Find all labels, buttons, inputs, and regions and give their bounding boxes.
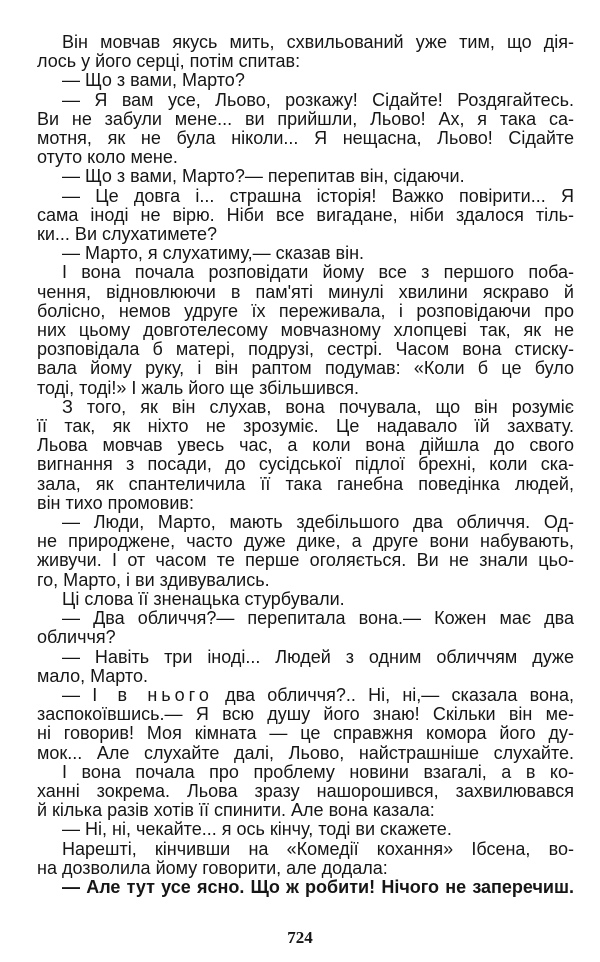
line-prefix: — <box>62 684 93 705</box>
text-line: тоді, тоді!» І жаль його ще збільшився. <box>37 377 359 398</box>
text-line: мотня, як не була ніколи... Я нещасна, Льово! Сідайте <box>37 128 574 149</box>
text-line: мок... Але слухайте далі, Льово, найстрашніше слухайте. <box>37 742 574 763</box>
text-line: ханні зокрема. Льова зразу нашорошився, захвилювався <box>37 780 574 801</box>
page-number: 724 <box>287 928 313 947</box>
text-line: — Ні, ні, чекайте... я ось кінчу, тоді ви скажете. <box>62 819 452 840</box>
text-line: Він мовчав якусь мить, схвильований уже тим, що дія- <box>62 32 574 52</box>
text-line: — Навіть три іноді... Людей з одним обличчям дуже <box>62 646 574 667</box>
text-line: ні говорив! Моя кімната — це справжня комора його ду- <box>37 723 574 744</box>
text-line: зала, як спантеличила її така ганебна поведінка людей, <box>37 473 574 494</box>
text-line: він тихо промовив: <box>37 492 194 513</box>
text-line: сама іноді не вірю. Ніби все вигадане, ніби здалося тіль- <box>37 204 574 225</box>
text-line: розповідала б матері, подрузі, сестрі. Часом вона стиску- <box>37 339 574 360</box>
text-line: З того, як він слухав, вона почувала, що він розуміє <box>62 396 574 417</box>
text-line: заспокоївшись.— Я всю душу його знаю! Скільки він ме- <box>37 704 574 725</box>
text-line: І вона почала про проблему новини взагалі, а в ко- <box>62 761 574 782</box>
text-line: І вона почала розповідати йому все з першого поба- <box>62 262 574 283</box>
text-line: Ви не забули мене... ви прийшли, Льово! Ах, я така са- <box>37 108 574 129</box>
text-line: — Марто, я слухатиму,— сказав він. <box>62 243 365 264</box>
text-line: вала йому руку, і він раптом подумав: «Коли б це було <box>37 358 574 379</box>
text-line: — Люди, Марто, мають здебільшого два обличчя. Од- <box>62 512 574 533</box>
text-line: Ці слова її зненацька стурбували. <box>62 588 345 609</box>
text-line <box>37 686 574 705</box>
text-line: на дозволила йому говорити, але додала: <box>37 857 388 878</box>
text-line: чення, відновлюючи в пам'яті минулі хвилини яскраво й <box>37 281 574 302</box>
text-line: — Я вам усе, Льово, розкажу! Сідайте! Роздягайтесь. <box>62 89 574 110</box>
text-line: болісно, немов удруге їх переживала, і розповідаючи про <box>37 300 574 321</box>
text-line: — Але тут усе ясно. Що ж робити! Нічого не заперечиш. <box>62 876 574 897</box>
text-line: обличчя? <box>37 627 116 648</box>
text-line: отуто коло мене. <box>37 147 178 168</box>
text-line: вигнання з посади, до сусідської підлої брехні, коли ска- <box>37 454 574 475</box>
body-text <box>37 33 574 897</box>
text-line: — Це довга і... страшна історія! Важко повірити... Я <box>62 185 574 206</box>
text-line: Льова мовчав увесь час, а коли вона дійшла до свого <box>37 435 574 456</box>
text-line: — Два обличчя?— перепитала вона.— Кожен має два <box>62 608 574 629</box>
text-line: — Що з вами, Марто?— перепитав він, сідаючи. <box>62 166 465 187</box>
text-line: — Що з вами, Марто? <box>62 70 245 91</box>
text-line: живучи. І от часом те перше оголяється. Ви не знали цьо- <box>37 550 574 571</box>
text-line: ки... Ви слухатимете? <box>37 224 218 245</box>
text-line: й кілька разів хотів її спинити. Але вона казала: <box>37 800 435 821</box>
text-line: лось у його серці, потім спитав: <box>37 51 301 72</box>
line-text: два обличчя?.. Ні, ні,— сказала вона, <box>212 684 574 705</box>
text-line: мало, Марто. <box>37 665 148 686</box>
text-line: не природжене, часто дуже дике, а друге вони набувають, <box>37 531 574 552</box>
text-line: них цьому довготелесому мовчазному хлопцеві так, як не <box>37 320 574 341</box>
text-line: її так, як ніхто не зрозуміє. Це надавало їй захвату. <box>37 416 574 437</box>
emphasized-text: І в нього <box>92 684 213 705</box>
text-line: Нарешті, кінчивши на «Комедії кохання» Ібсена, во- <box>62 838 574 859</box>
text-line: го, Марто, і ви здивувались. <box>37 569 270 590</box>
